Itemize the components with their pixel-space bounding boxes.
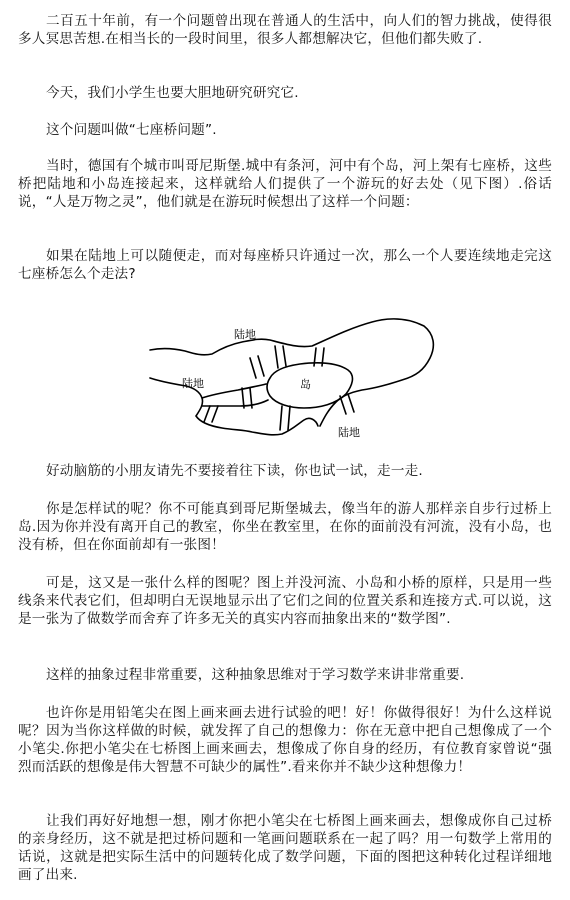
seven-bridges-figure xyxy=(140,318,440,448)
paragraph-math-graph: 可是，这又是一张什么样的图呢？图上并没河流、小岛和小桥的原样，只是用一些线条来代表它们，但却明白无误地显示出了它们之间的位置关系和连接方式.可以说，这是一张为了做数学而舍弃了许多无关的真实内容而抽象出来的“数学图”. xyxy=(18,575,552,627)
bridge-1 xyxy=(250,356,264,378)
paragraph-imagination: 也许你是用铅笔尖在图上画来画去进行试验的吧！好！你做得很好！为什么这样说呢？因为当你这样做的时候，就发挥了自己的想像力：你在无意中把自己想像成了一个小笔尖.你把小笔尖在七桥图上画来画去，想像成了你自身的经历，有位教育家曾说“强烈而活跃的想像是伟大智慧不可缺少的属性”.看来你并不缺少这种想像力！ xyxy=(18,705,552,775)
left-land-upper-bank xyxy=(202,384,266,398)
label-island: 岛 xyxy=(300,378,311,391)
label-land-top: 陆地 xyxy=(234,328,256,341)
bridge-6 xyxy=(280,406,290,430)
paragraph-try-yourself: 好动脑筋的小朋友请先不要接着往下读，你也试一试，走一走. xyxy=(46,463,423,479)
top-river-bank xyxy=(150,319,433,426)
paragraph-question: 如果在陆地上可以随便走，而对每座桥只许通过一次，那么一个人要连续地走完这七座桥怎么个走法? xyxy=(18,248,552,282)
paragraph-today: 今天，我们小学生也要大胆地研究研究它. xyxy=(46,85,299,101)
paragraph-intro: 二百五十年前，有一个问题曾出现在普通人的生活中，向人们的智力挑战，使得很多人冥思苦想.在相当长的一段时间里，很多人都想解决它，但他们都失败了. xyxy=(18,13,552,47)
paragraph-conversion: 让我们再好好地想一想，刚才你把小笔尖在七桥图上画来画去，想像成你自己过桥的亲身经历，这不就是把过桥问题和一笔画问题联系在一起了吗？用一句数学上常用的话说，这就是把实际生活中的问题转化成了数学问题，下面的图把这种转化过程详细地画了出来. xyxy=(18,813,552,883)
bridge-2 xyxy=(275,346,286,368)
label-land-left: 陆地 xyxy=(182,377,204,390)
paragraph-abstraction: 这样的抽象过程非常重要，这种抽象思维对于学习数学来讲非常重要. xyxy=(46,667,465,683)
paragraph-history: 当时，德国有个城市叫哥尼斯堡.城中有条河，河中有个岛，河上架有七座桥，这些桥把陆地和小岛连接起来，这样就给人们提供了一个游玩的好去处（见下图）.俗话说，“人是万物之灵”，他们就是在游玩时候想出了这样一个问题： xyxy=(18,158,552,210)
bridge-5 xyxy=(204,406,218,422)
paragraph-how-tried: 你是怎样试的呢？你不可能真到哥尼斯堡城去，像当年的游人那样亲自步行过桥上岛.因为你并没有离开自己的教室，你坐在教室里，在你的面前没有河流，没有小岛，也没有桥，但在你面前却有一张图！ xyxy=(18,501,552,553)
left-land-lower-bank xyxy=(202,400,268,406)
paragraph-problem-name: 这个问题叫做“七座桥问题”. xyxy=(46,122,217,138)
label-land-bottom: 陆地 xyxy=(338,426,360,439)
